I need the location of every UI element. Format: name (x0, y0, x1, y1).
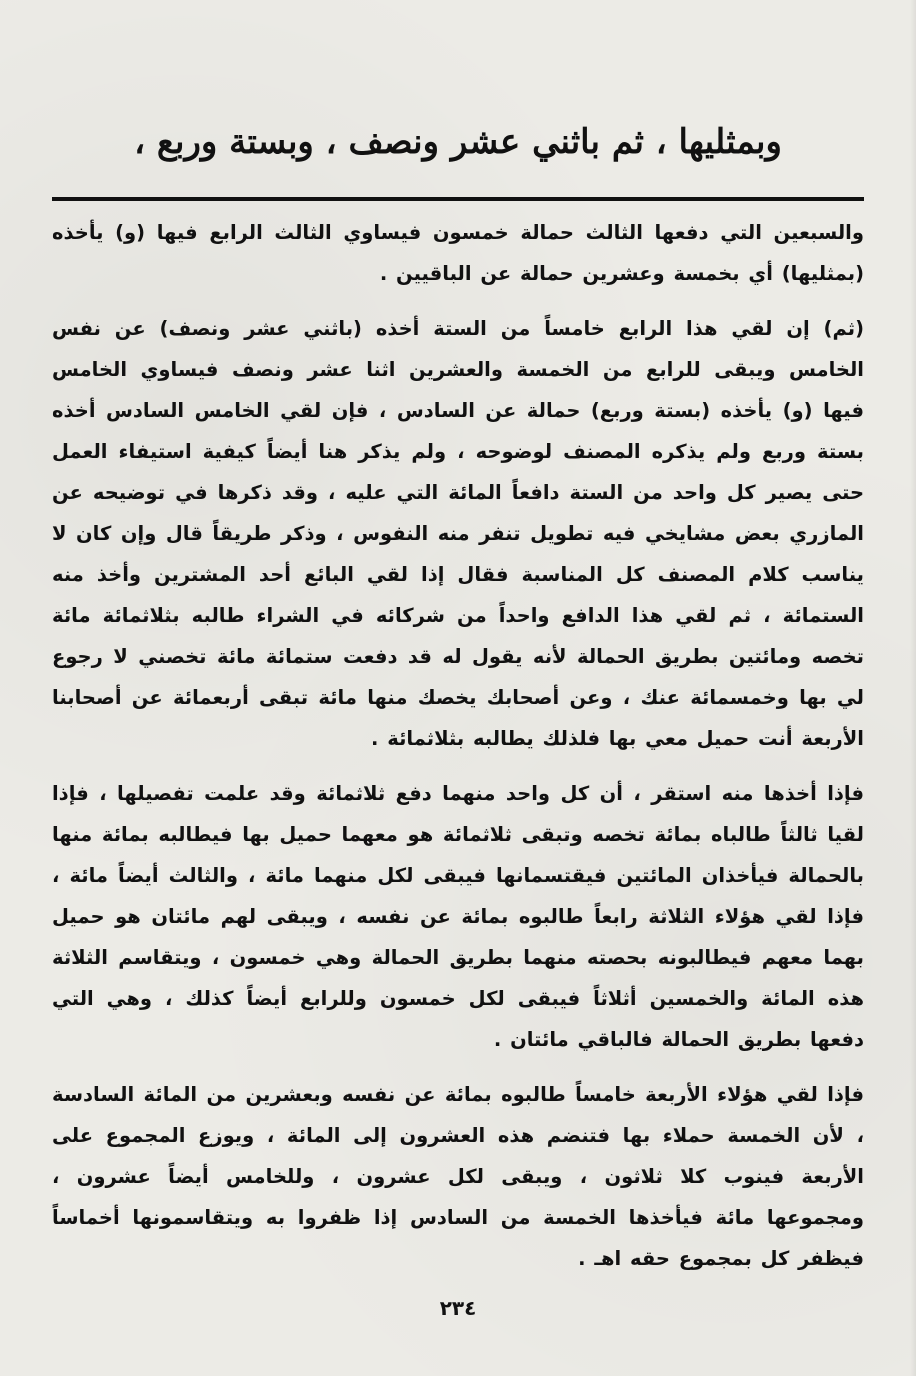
paragraph-4: فإذا لقي هؤلاء الأربعة خامساً طالبوه بمائة عن نفسه وبعشرين من المائة السادسة ، لأن الخمسة حملاء بها فتنضم هذه العشرون إلى المائة ، ويوزع المجموع على الأربعة فينوب كلا ثلاثون ، ويبقى لكل عشرون ، وللخامس أيضاً عشرون ، ومجموعها مائة فيأخذها الخمسة من السادس إذا ظفروا به ويتقاسمونها أخماساً فيظفر كل بمجموع حقه اهـ . (52, 1083, 864, 1270)
running-header: وبمثليها ، ثم باثني عشر ونصف ، وبستة وربع ، (134, 122, 782, 162)
header-rule (52, 197, 864, 201)
paragraph-3: فإذا أخذها منه استقر ، أن كل واحد منهما دفع ثلاثمائة وقد علمت تفصيلها ، فإذا لقيا ثالثاً طالباه بمائة تخصه وتبقى ثلاثمائة هو معهما حميل بها فيطالبه بمائة منها بالحمالة فيأخذان المائتين فيقتسمانها فيبقى لكل منهما مائة ، والثالث أيضاً مائة ، فإذا لقي هؤلاء الثلاثة رابعاً طالبوه بمائة عن نفسه ، ويبقى لهم مائتان هو حميل بهما معهم فيطالبونه بحصته منهما بطريق الحمالة وهي خمسون ، ويتقاسم الثلاثة هذه المائة والخمسين أثلاثاً فيبقى لكل خمسون وللرابع أيضاً كذلك ، وهي التي دفعها بطريق الحمالة فالباقي مائتان . (52, 782, 864, 1051)
page-edge-shadow (910, 0, 916, 1376)
paragraph-2: (ثم) إن لقي هذا الرابع خامساً من الستة أخذه (باثني عشر ونصف) عن نفس الخامس ويبقى للرابع من الخمسة والعشرين اثنا عشر ونصف فيساوي الخامس فيها (و) يأخذه (بستة وربع) حمالة عن السادس ، فإن لقي الخامس السادس أخذه بستة وربع ولم يذكره المصنف لوضوحه ، ولم يذكر هنا أيضاً كيفية استيفاء العمل حتى يصير كل واحد من الستة دافعاً المائة التي عليه ، وقد ذكرها في توضيحه عن المازري بعض مشايخي فيه تطويل تنفر منه النفوس ، وذكر طريقاً قال وإن كان لا يناسب كلام المصنف كل المناسبة فقال إذا لقي البائع أحد المشترين وأخذ منه الستمائة ، ثم لقي هذا الدافع واحداً من شركائه في الشراء طالبه بثلاثمائة مائة تخصه ومائتين بطريق الحمالة لأنه يقول له قد دفعت ستمائة مائة تخصني لا رجوع لي بها وخمسمائة عنك ، وعن أصحابك يخصك منها مائة تبقى أربعمائة عن أصحابنا الأربعة أنت حميل معي بها فلذلك يطالبه بثلاثمائة . (52, 317, 864, 750)
body-text (52, 212, 864, 1279)
page-number: ٢٣٤ (439, 1296, 477, 1320)
paragraph-1: والسبعين التي دفعها الثالث حمالة خمسون فيساوي الثالث الرابع فيها (و) يأخذه (بمثليها) أي بخمسة وعشرين حمالة عن الباقيين . (52, 221, 864, 285)
